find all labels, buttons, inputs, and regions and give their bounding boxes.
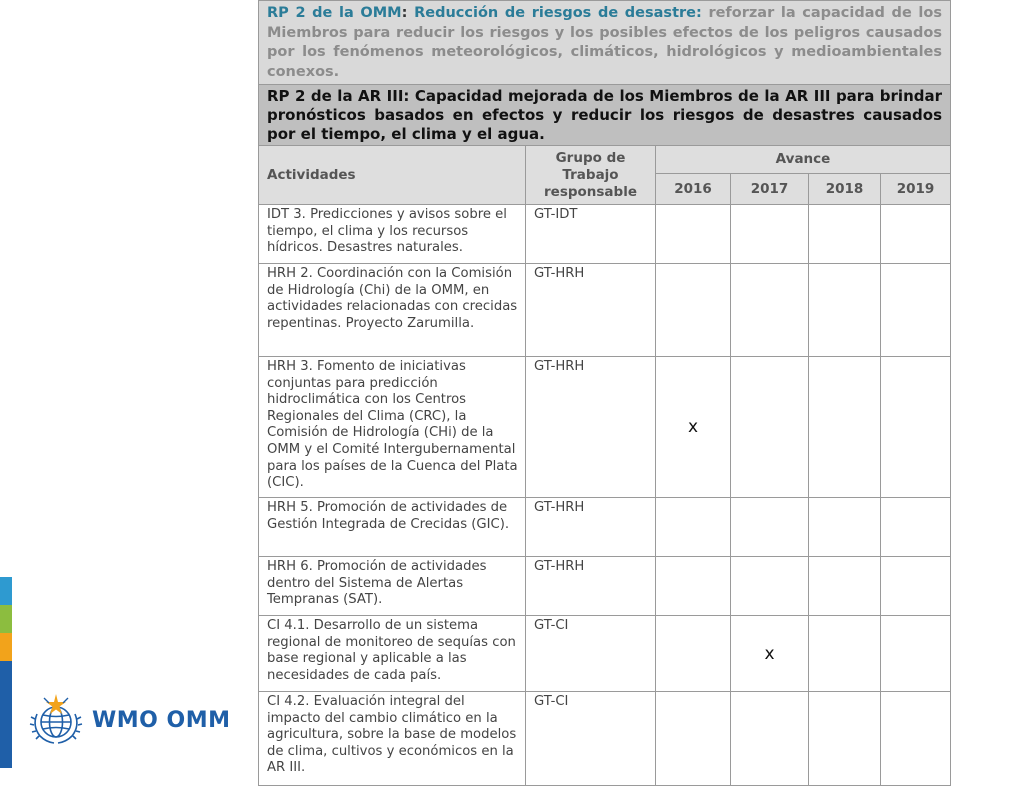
table-row <box>259 264 951 357</box>
mark-cell <box>656 692 731 786</box>
mark-cell <box>881 616 951 692</box>
omm-rp-header-row <box>259 1 951 85</box>
mark-cell <box>731 557 809 616</box>
mark-cell <box>881 692 951 786</box>
mark-cell <box>731 205 809 264</box>
mark-cell <box>656 498 731 557</box>
mark-cell <box>809 616 881 692</box>
mark-cell <box>656 264 731 357</box>
column-header-row <box>259 146 951 174</box>
year-2019: 2019 <box>881 174 951 205</box>
group-cell: GT-HRH <box>526 498 656 557</box>
table-row <box>259 692 951 786</box>
mark-cell <box>731 692 809 786</box>
group-cell: GT-HRH <box>526 357 656 498</box>
mark-cell: x <box>656 357 731 498</box>
mark-cell <box>731 264 809 357</box>
year-2016: 2016 <box>656 174 731 205</box>
mark-cell <box>881 357 951 498</box>
mark-cell <box>809 692 881 786</box>
mark-cell <box>656 205 731 264</box>
group-cell: GT-HRH <box>526 264 656 357</box>
omm-rp-colon: : <box>401 5 408 21</box>
color-bar-orange <box>0 633 12 661</box>
omm-rp-label: RP 2 de la OMM <box>267 5 402 21</box>
color-bar-blue-light <box>0 577 12 605</box>
mark-cell <box>656 616 731 692</box>
year-2017: 2017 <box>731 174 809 205</box>
ar-rp-header-row <box>259 85 951 146</box>
omm-rp-header <box>259 1 951 85</box>
brand-color-bar <box>0 577 12 768</box>
ar-rp-header: RP 2 de la AR III: Capacidad mejorada de los Miembros de la AR III para brindar pronósticos basados en efectos y reducir los riesgos de desastres causados por el tiempo, el clima y el agua. <box>259 85 951 146</box>
omm-rp-description: reforzar la capacidad de los Miembros para reducir los riesgos y los posibles efectos de los peligros causados por los fenómenos meteorológicos, climáticos, hidrológicos y medioambientales conexos. <box>267 5 943 80</box>
group-cell: GT-IDT <box>526 205 656 264</box>
activity-cell: CI 4.2. Evaluación integral del impacto del cambio climático en la agricultura, sobre la base de modelos de clima, cultivos y económicos en la AR III. <box>259 692 526 786</box>
activity-cell: HRH 5. Promoción de actividades de Gestión Integrada de Crecidas (GIC). <box>259 498 526 557</box>
mark-cell <box>809 205 881 264</box>
table-row <box>259 616 951 692</box>
activity-cell: IDT 3. Predicciones y avisos sobre el tiempo, el clima y los recursos hídricos. Desastres naturales. <box>259 205 526 264</box>
table-row <box>259 205 951 264</box>
mark-cell <box>809 357 881 498</box>
group-cell: GT-CI <box>526 616 656 692</box>
mark-cell <box>881 557 951 616</box>
activity-cell: HRH 2. Coordinación con la Comisión de Hidrología (Chi) de la OMM, en actividades relacionadas con crecidas repentinas. Proyecto Zarumilla. <box>259 264 526 357</box>
mark-cell <box>881 498 951 557</box>
omm-rp-title: Reducción de riesgos de desastre: <box>414 5 702 21</box>
table-row <box>259 357 951 498</box>
mark-cell <box>809 498 881 557</box>
column-activities: Actividades <box>259 146 526 205</box>
mark-cell <box>809 557 881 616</box>
column-group: Grupo de Trabajo responsable <box>526 146 656 205</box>
mark-cell <box>809 264 881 357</box>
mark-cell <box>731 498 809 557</box>
mark-cell: x <box>731 616 809 692</box>
activity-cell: HRH 6. Promoción de actividades dentro del Sistema de Alertas Tempranas (SAT). <box>259 557 526 616</box>
activity-cell: CI 4.1. Desarrollo de un sistema regional de monitoreo de sequías con base regional y aplicable a las necesidades de cada país. <box>259 616 526 692</box>
mark-cell <box>731 357 809 498</box>
activity-cell: HRH 3. Fomento de iniciativas conjuntas para predicción hidroclimática con los Centros Regionales del Clima (CRC), la Comisión de Hidrología (CHi) de la OMM y el Comité Intergubernamental para los países de la Cuenca del Plata (CIC). <box>259 357 526 498</box>
table-row <box>259 557 951 616</box>
year-2018: 2018 <box>809 174 881 205</box>
wmo-emblem-icon <box>28 692 84 748</box>
mark-cell <box>656 557 731 616</box>
mark-cell <box>881 264 951 357</box>
activities-table <box>258 0 951 786</box>
group-cell: GT-HRH <box>526 557 656 616</box>
column-progress: Avance <box>656 146 951 174</box>
wmo-logo-text: WMO OMM <box>92 707 231 733</box>
group-cell: GT-CI <box>526 692 656 786</box>
mark-cell <box>881 205 951 264</box>
wmo-logo <box>28 692 231 748</box>
color-bar-green <box>0 605 12 633</box>
color-bar-blue-dark <box>0 661 12 768</box>
table-row <box>259 498 951 557</box>
